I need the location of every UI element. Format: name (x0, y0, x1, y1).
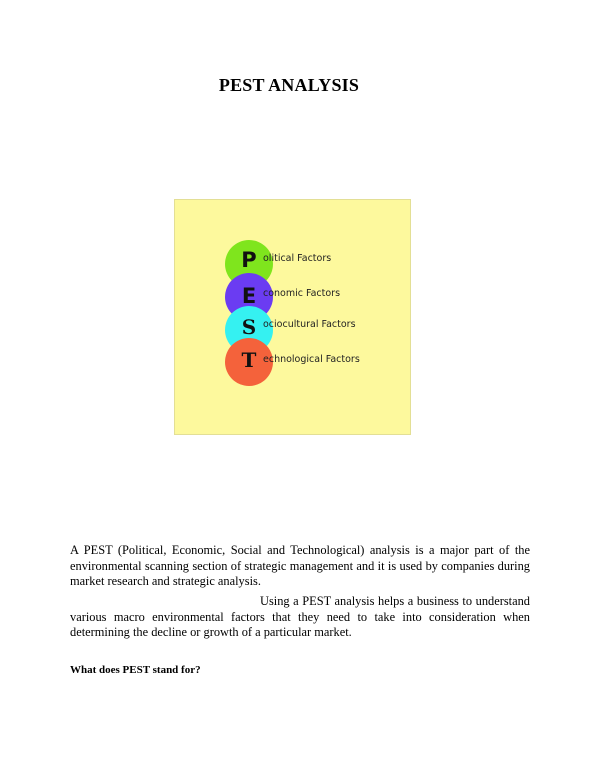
sociocultural-factors-label: ociocultural Factors (263, 319, 356, 330)
intro-paragraph: A PEST (Political, Economic, Social and Technological) analysis is a major part of the environmental scanning section of strategic management and it is used by companies during market research and strategic analysis. (70, 543, 530, 588)
letter-t: T (241, 348, 257, 372)
political-factors-label: olitical Factors (263, 253, 332, 264)
letter-s: S (241, 315, 257, 339)
pest-diagram (174, 199, 411, 435)
economic-factors-label: conomic Factors (263, 288, 341, 299)
section-heading: What does PEST stand for? (70, 664, 201, 676)
technological-factors-label: echnological Factors (263, 354, 360, 365)
page-title: PEST ANALYSIS (218, 75, 360, 95)
usage-paragraph: Using a PEST analysis helps a business to understand various macro environmental factors that they need to take into consideration when determining the decline or growth of a particular market. (70, 594, 530, 639)
letter-p: P (241, 248, 257, 272)
letter-e: E (241, 284, 257, 308)
